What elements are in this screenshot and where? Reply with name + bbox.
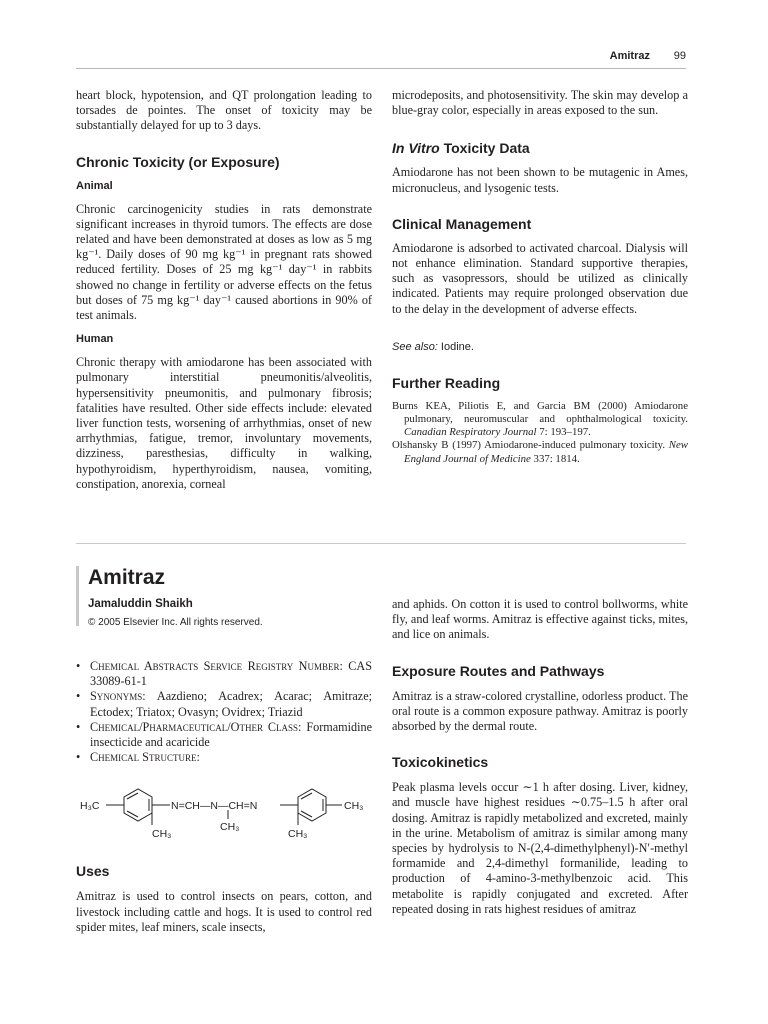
heading-uses: Uses	[76, 863, 110, 880]
column-right-top	[392, 88, 688, 466]
heading-in-vitro	[392, 140, 688, 156]
running-title: Amitraz	[609, 50, 650, 62]
uses-paragraph: Amitraz is used to control insects on pears, cotton, and livestock including cattle and hogs. It is used to control red spider mites, leaf miners, scale insects,	[76, 889, 372, 934]
column-left-top	[76, 88, 372, 492]
toxicokinetics-paragraph: Peak plasma levels occur ∼1 h after dosing. Liver, kidney, and muscle have highest residues ∼0.75–1.5 h after oral dosing. Amitraz is rapidly metabolized and excreted, mainly in the urine. Metabolism of amitraz is similar among many species by hydrolysis to N-(2,4-dimethylphenyl)-N′-methyl formamide and 2,4-dimethyl formanilide, leading to production of 4-amino-3-methylbenzoic acid. This metabolite is rapidly conjugated and excreted. After repeated dosing in rats highest residues of amitraz	[392, 780, 688, 916]
reference-item: Olshansky B (1997) Amiodarone-induced pulmonary toxicity. New England Journal of Medicine 337: 1814.	[392, 439, 688, 465]
column-right-bottom	[392, 597, 688, 917]
uses-continued-paragraph: and aphids. On cotton it is used to control bollworms, white fly, and leaf worms. Amitraz is effective against ticks, mites, and lice on animals.	[392, 597, 688, 642]
column-left-bottom	[76, 659, 372, 935]
right-ring-methyl-label: CH₃	[288, 828, 308, 841]
see-also	[392, 341, 688, 353]
exposure-paragraph: Amitraz is a straw-colored crystalline, odorless product. The oral route is a common exposure pathway. Amitraz is poorly absorbed by the dermal route.	[392, 688, 688, 734]
see-also-link[interactable]: Iodine.	[437, 340, 474, 353]
fact-list	[76, 659, 372, 765]
reference-list	[392, 400, 688, 466]
left-ring-methyl-label: CH₃	[152, 828, 172, 841]
right-methyl-label: CH₃	[344, 800, 364, 813]
clinical-paragraph: Amiodarone is adsorbed to activated charcoal. Dialysis will not enhance elimination. Standard supportive therapies, such as vasopressors, should be utilized as clinically indicated. Patients may require prolonged observation due to the delay in the development of adverse effects.	[392, 240, 688, 316]
heading-chronic-toxicity: Chronic Toxicity (or Exposure)	[76, 153, 280, 170]
chemical-structure-diagram	[76, 771, 372, 841]
in-vitro-paragraph: Amiodarone has not been shown to be mutagenic in Ames, micronucleus, and lysogenic tests.	[392, 165, 688, 195]
header-rule	[76, 68, 686, 69]
animal-paragraph: Chronic carcinogenicity studies in rats demonstrate significant increases in thyroid tumors. The effects are dose related and have been demonstrated at doses as low as 5 mg kg⁻¹. Daily doses of 90 mg kg⁻¹ in pregnant rats showed reduced fertility. Doses of 25 mg kg⁻¹ day⁻¹ in rabbits showed no change in fertility or adverse effects on the fetus but doses of 75 mg kg⁻¹ day⁻¹ caused abortions in 90% of test animals.	[76, 201, 372, 323]
subheading-animal: Animal	[76, 179, 113, 192]
heading-exposure-routes: Exposure Routes and Pathways	[392, 662, 605, 679]
reference-item: Burns KEA, Piliotis E, and Garcia BM (2000) Amiodarone pulmonary, neuromuscular and ophthalmological toxicity. Canadian Respiratory Journal 7: 193–197.	[392, 399, 688, 439]
continued-paragraph: heart block, hypotension, and QT prolongation leading to torsades de pointes. The onset of toxicity may be substantially delayed for up to 3 days.	[76, 88, 372, 133]
heading-toxicokinetics: Toxicokinetics	[392, 754, 489, 771]
left-benzene-ring	[124, 789, 152, 821]
continued-paragraph-right: microdeposits, and photosensitivity. The skin may develop a blue-gray color, especially in areas exposed to the sun.	[392, 88, 688, 118]
left-methyl-label: H₃C	[80, 800, 100, 813]
running-header	[76, 46, 686, 64]
heading-in-vitro-rest: Toxicity Data	[439, 140, 530, 157]
human-paragraph: Chronic therapy with amiodarone has been associated with pulmonary interstitial pneumonitis/alveolitis, hypersensitivity pneumonitis, and pulmonary fibrosis; fatalities have resulted. Other side effects include: elevated liver function tests, worsening of arrhythmias, onset of new arrhythmias, fatigue, tremor, involuntary movements, dizziness, paresthesias, difficulty in walking, hypothyroidism, hyperthyroidism, nausea, vomiting, constipation, anorexia, corneal	[76, 355, 372, 491]
entry-author: Jamaluddin Shaikh	[88, 598, 193, 610]
entry-accent-bar	[76, 566, 79, 626]
subheading-human: Human	[76, 333, 114, 346]
page-number: 99	[673, 50, 686, 62]
formamidine-chain-label: N=CH—N—CH=N	[171, 800, 258, 813]
section-divider	[76, 543, 686, 544]
n-methyl-label: CH₃	[220, 821, 240, 834]
right-benzene-ring	[298, 789, 326, 821]
heading-further-reading: Further Reading	[392, 374, 501, 391]
fact-class: • Chemical/Pharmaceutical/Other Class: Formamidine insecticide and acaricide	[76, 719, 373, 750]
heading-in-vitro-italic: In Vitro	[392, 140, 440, 157]
fact-cas: • Chemical Abstracts Service Registry Number: CAS 33089-61-1	[76, 659, 372, 689]
fact-structure: • Chemical Structure:	[76, 750, 200, 765]
see-also-label: See also:	[392, 340, 438, 353]
entry-copyright: © 2005 Elsevier Inc. All rights reserved.	[88, 617, 263, 628]
entry-title: Amitraz	[88, 566, 166, 589]
heading-clinical-management: Clinical Management	[392, 215, 532, 232]
fact-synonyms: • Synonyms: Aazdieno; Acadrex; Acarac; Amitraze; Ectodex; Triatox; Ovasyn; Ovidrex; Triazid	[76, 689, 372, 719]
